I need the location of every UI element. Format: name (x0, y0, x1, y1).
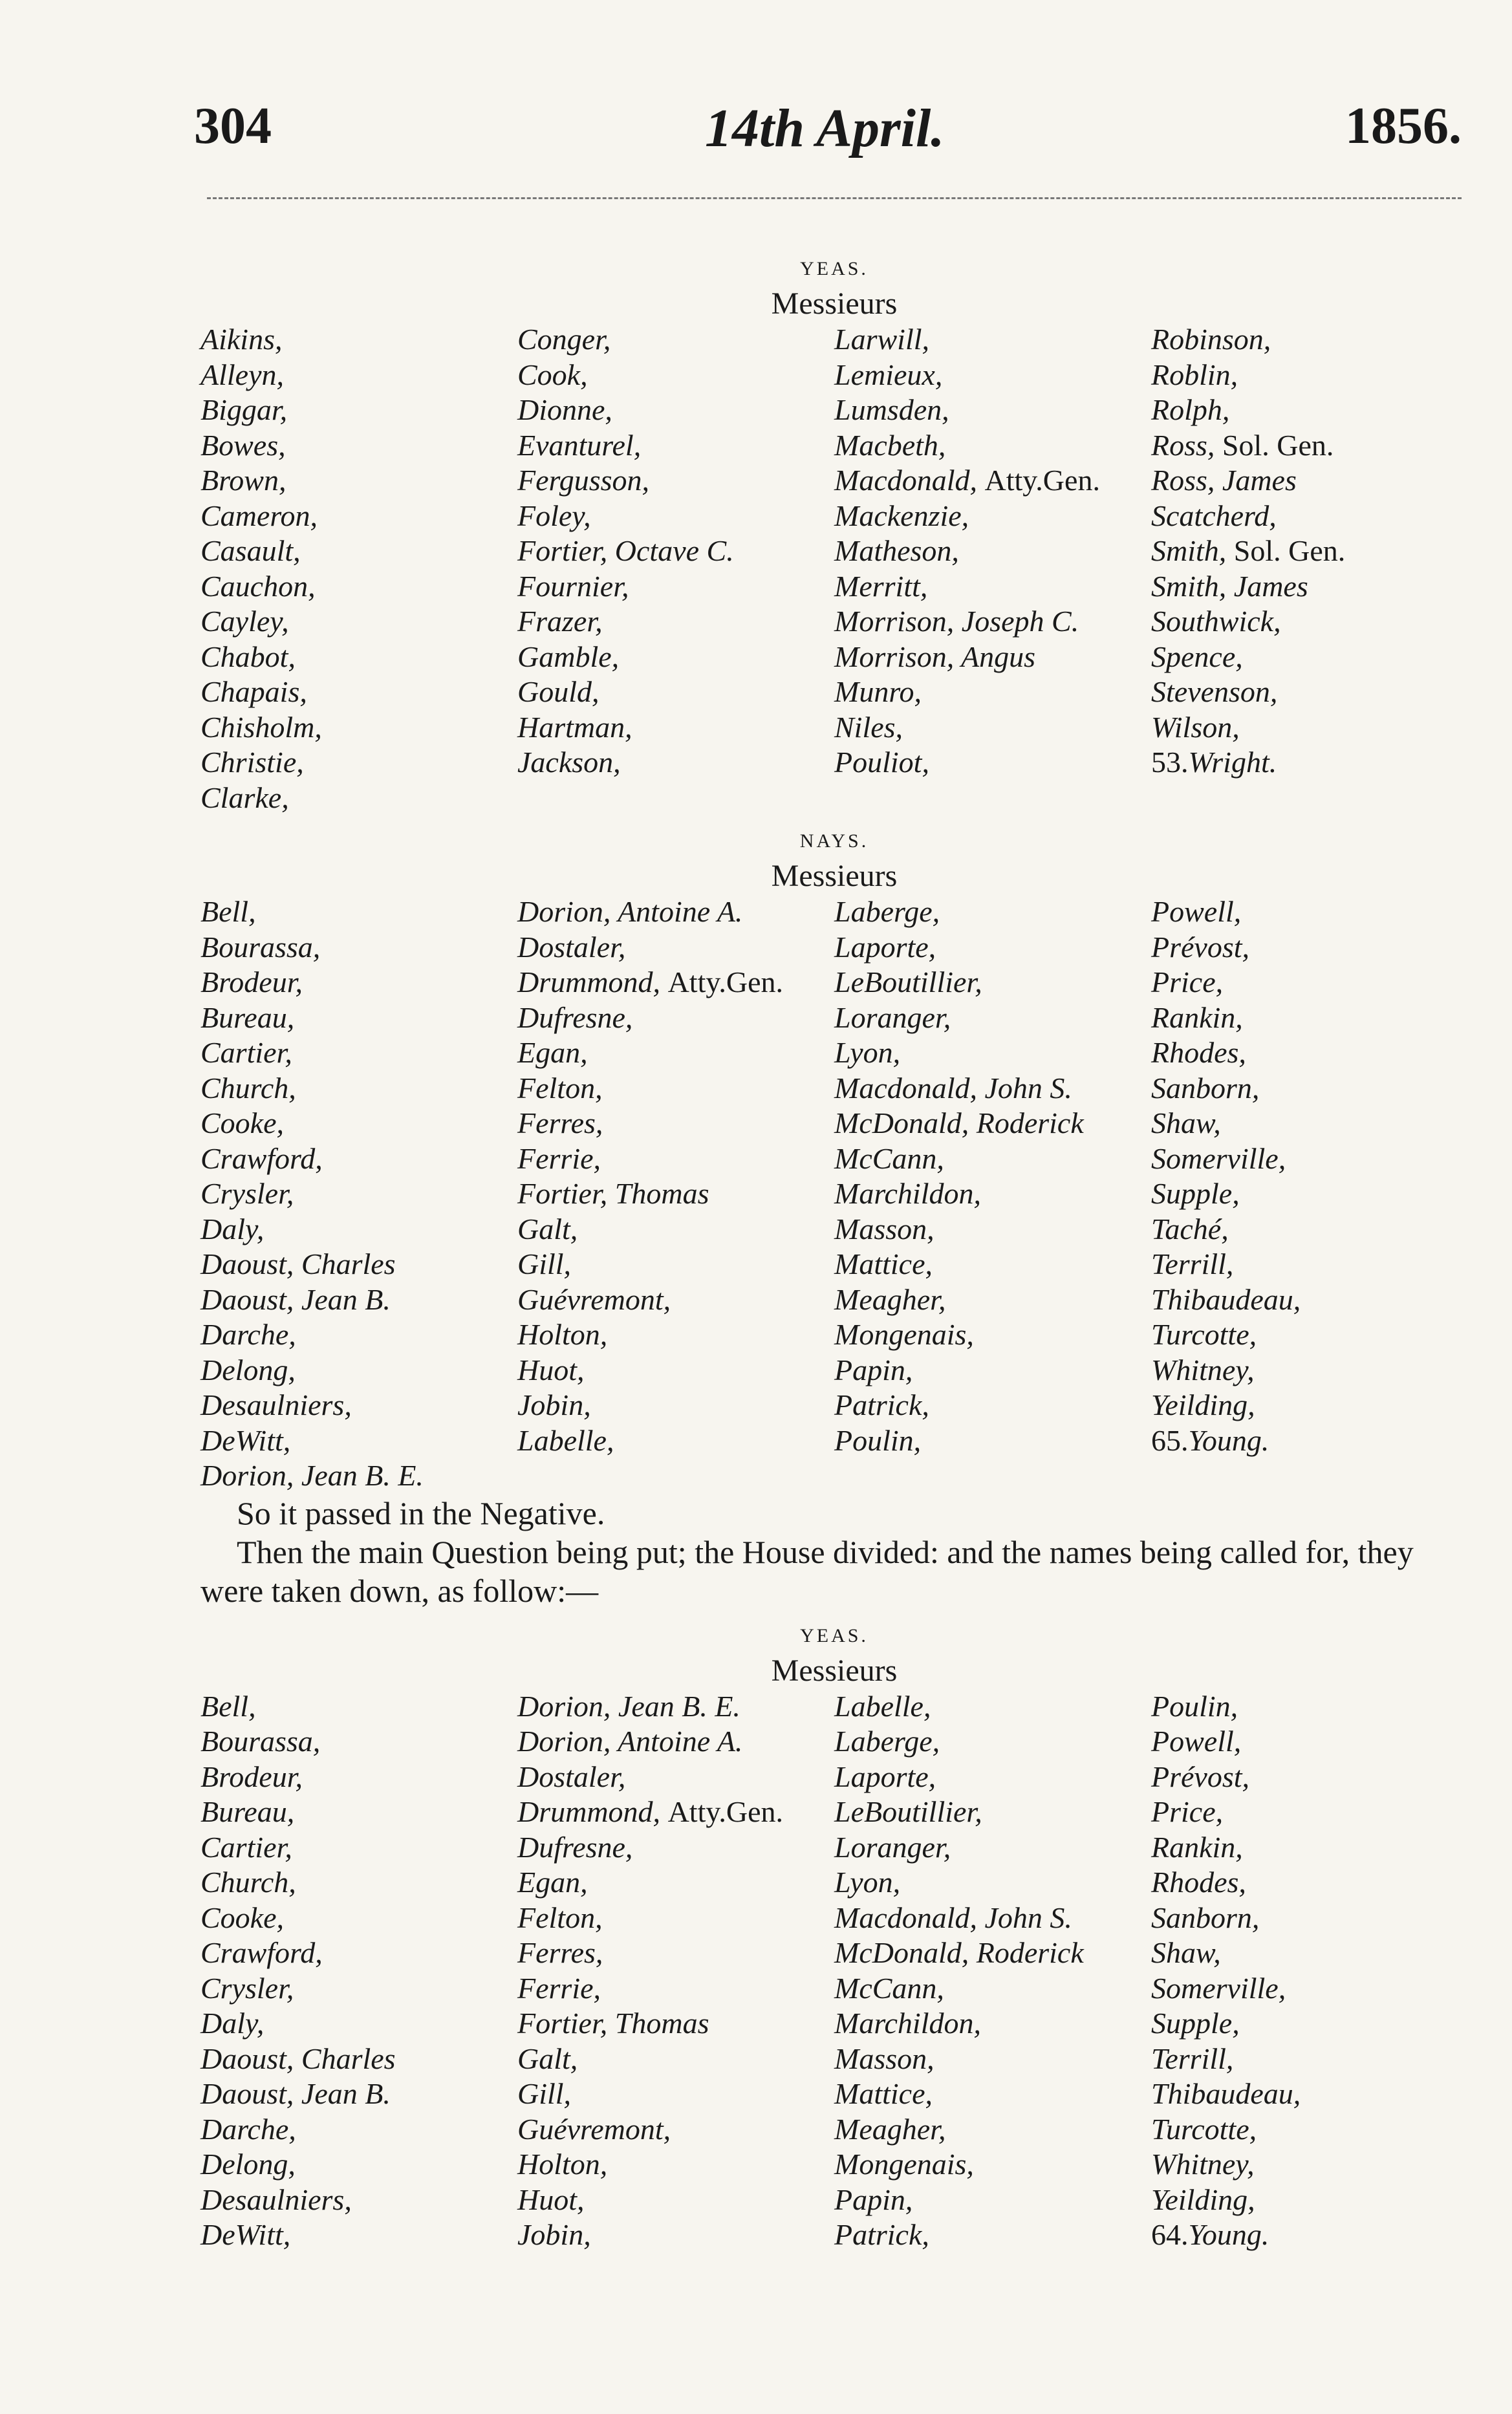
member-name: McDonald, Roderick (834, 1936, 1084, 1969)
member-name: Dufresne, (517, 1830, 633, 1864)
member-name: Brodeur, (200, 1760, 303, 1793)
member-name: Daoust, Charles (200, 1247, 396, 1280)
member-name: Mackenzie, (834, 499, 969, 532)
member-name: Darche, (200, 2112, 296, 2146)
member-name: Southwick, (1151, 605, 1281, 638)
member-name: Turcotte, (1151, 2112, 1257, 2146)
member-name: Ferrie, (517, 1141, 601, 1175)
member-name: Meagher, (834, 1282, 946, 1316)
member-name: Masson, (834, 1212, 934, 1245)
section-subheading: Messieurs (771, 286, 898, 321)
member-name: Somerville, (1151, 1971, 1286, 2005)
page-year: 1856. (1345, 98, 1462, 155)
member-name: Delong, (200, 1353, 296, 1386)
member-name: Huot, (517, 1353, 585, 1386)
member-name: Gould, (517, 675, 599, 708)
member-name: Lyon, (834, 1036, 901, 1069)
member-name: Niles, (834, 710, 903, 744)
member-name: Rolph, (1151, 393, 1230, 426)
member-name: Whitney, (1151, 1353, 1255, 1386)
member-name: Ferres, (517, 1106, 603, 1139)
member-name: Patrick, (834, 1388, 929, 1421)
member-name: Meagher, (834, 2112, 946, 2146)
member-name: Munro, (834, 675, 922, 708)
member-name: DeWitt, (200, 2218, 291, 2251)
member-name: Crawford, (200, 1141, 323, 1175)
member-name: Gill, (517, 2077, 572, 2110)
member-name: Dufresne, (517, 1000, 633, 1034)
member-name: Dostaler, (517, 930, 626, 964)
section-heading: YEAS. (800, 1624, 869, 1646)
member-name: Dorion, Antoine A. (517, 895, 743, 928)
member-name: Whitney, (1151, 2148, 1255, 2181)
member-name: Ferres, (517, 1936, 603, 1969)
member-name: Patrick, (834, 2218, 929, 2251)
member-name: Daly, (200, 2007, 265, 2040)
member-name: Wilson, (1151, 710, 1240, 744)
member-name: Felton, (517, 1901, 603, 1934)
member-name: Bowes, (200, 428, 286, 462)
member-name: Supple, (1151, 1177, 1240, 1210)
member-name: Darche, (200, 1318, 296, 1351)
member-name: Fortier, Thomas (517, 2007, 709, 2040)
member-name: Church, (200, 1866, 296, 1899)
member-name: Christie, (200, 746, 304, 779)
member-name: Poulin, (1151, 1689, 1238, 1723)
member-name: Cartier, (200, 1036, 292, 1069)
names-grid (200, 322, 1468, 815)
member-name: Desaulniers, (200, 2182, 352, 2216)
member-name: Marchildon, (834, 1177, 981, 1210)
member-name: Daoust, Jean B. (200, 2077, 391, 2110)
member-name: Morrison, Angus (834, 640, 1035, 673)
section-subheading: Messieurs (771, 1653, 898, 1688)
member-name: Cayley, (200, 605, 289, 638)
member-name: Rhodes, (1151, 1036, 1246, 1069)
member-name (517, 1458, 834, 1494)
member-name: Pouliot, (834, 746, 929, 779)
member-name: Stevenson, (1151, 675, 1278, 708)
member-name: Mongenais, (834, 1318, 974, 1351)
member-name: Chisholm, (200, 710, 322, 744)
member-name: 64.Young. (1151, 2218, 1269, 2251)
member-name: Prévost, (1151, 930, 1250, 964)
result-text: So it passed in the Negative. (237, 1494, 605, 1531)
page-date-title: 14th April. (705, 98, 945, 158)
member-name: Fergusson, (517, 464, 650, 497)
member-name: Guévremont, (517, 1282, 671, 1316)
member-name: Daoust, Charles (200, 2042, 396, 2075)
member-name: Merritt, (834, 569, 928, 603)
member-name: Terrill, (1151, 1247, 1234, 1280)
member-name: Smith, Sol. Gen. (1151, 534, 1346, 567)
member-name: Drummond, Atty.Gen. (517, 1795, 783, 1828)
member-name: Laberge, (834, 895, 940, 928)
member-name: Huot, (517, 2182, 585, 2216)
member-name: Alleyn, (200, 358, 284, 391)
member-name: Jobin, (517, 2218, 591, 2251)
member-name: Felton, (517, 1071, 603, 1105)
member-name: Spence, (1151, 640, 1243, 673)
member-name: Marchildon, (834, 2007, 981, 2040)
member-name: Yeilding, (1151, 1388, 1255, 1421)
member-name: DeWitt, (200, 1423, 291, 1457)
member-name (517, 781, 834, 816)
member-name: Bell, (200, 895, 256, 928)
member-name: Scatcherd, (1151, 499, 1277, 532)
member-name: McCann, (834, 1971, 944, 2005)
member-name: Papin, (834, 2182, 913, 2216)
member-name: Taché, (1151, 1212, 1229, 1245)
member-name: Rankin, (1151, 1830, 1243, 1864)
member-name: Loranger, (834, 1000, 951, 1034)
member-name: Cooke, (200, 1106, 285, 1139)
member-name: McDonald, Roderick (834, 1106, 1084, 1139)
member-name: Sanborn, (1151, 1901, 1260, 1934)
member-name: Macdonald, John S. (834, 1071, 1072, 1105)
member-name: Daoust, Jean B. (200, 1282, 391, 1316)
member-name (834, 1458, 1151, 1494)
member-name: Bell, (200, 1689, 256, 1723)
member-name: Labelle, (834, 1689, 931, 1723)
member-name: Biggar, (200, 393, 288, 426)
page-content (200, 252, 1468, 2253)
member-name: Jobin, (517, 1388, 591, 1421)
member-name: Egan, (517, 1036, 588, 1069)
member-name (1151, 1458, 1468, 1494)
member-name: Dionne, (517, 393, 612, 426)
member-name: Powell, (1151, 1725, 1242, 1758)
division2-yeas (200, 1619, 1468, 2253)
member-name: Thibaudeau, (1151, 2077, 1301, 2110)
member-name: Cameron, (200, 499, 318, 532)
member-name: Bourassa, (200, 930, 321, 964)
member-name: Shaw, (1151, 1106, 1221, 1139)
member-name: Frazer, (517, 605, 603, 638)
member-name: Papin, (834, 1353, 913, 1386)
division1-nays (200, 824, 1468, 1494)
member-name: Fortier, Thomas (517, 1177, 709, 1210)
member-name: Bourassa, (200, 1725, 321, 1758)
member-name: Matheson, (834, 534, 959, 567)
member-name: Shaw, (1151, 1936, 1221, 1969)
member-name: Cartier, (200, 1830, 292, 1864)
member-name: LeBoutillier, (834, 1795, 982, 1828)
member-name: Fournier, (517, 569, 629, 603)
member-name: Casault, (200, 534, 301, 567)
member-name: Clarke, (200, 781, 289, 814)
member-name: Delong, (200, 2148, 296, 2181)
member-name: Hartman, (517, 710, 632, 744)
member-name: Brodeur, (200, 965, 303, 998)
member-name: McCann, (834, 1141, 944, 1175)
member-name: Crysler, (200, 1971, 294, 2005)
member-name: Bureau, (200, 1795, 295, 1828)
member-name: Cooke, (200, 1901, 285, 1934)
member-name: Price, (1151, 1795, 1224, 1828)
member-name: Crysler, (200, 1177, 294, 1210)
member-name: Lemieux, (834, 358, 943, 391)
member-name: Roblin, (1151, 358, 1238, 391)
member-name (1151, 781, 1468, 816)
member-name: Lumsden, (834, 393, 949, 426)
member-name: Desaulniers, (200, 1388, 352, 1421)
member-name: Daly, (200, 1212, 265, 1245)
names-grid (200, 1689, 1468, 2253)
member-name: Loranger, (834, 1830, 951, 1864)
member-name: Poulin, (834, 1423, 922, 1457)
member-name: Rankin, (1151, 1000, 1243, 1034)
division1-yeas (200, 252, 1468, 815)
member-name: Price, (1151, 965, 1224, 998)
member-name: 53.Wright. (1151, 746, 1277, 779)
member-name: Crawford, (200, 1936, 323, 1969)
member-name: Bureau, (200, 1000, 295, 1034)
member-name: Church, (200, 1071, 296, 1105)
member-name: Fortier, Octave C. (517, 534, 734, 567)
member-name: Chapais, (200, 675, 307, 708)
member-name: Drummond, Atty.Gen. (517, 965, 783, 998)
member-name: Holton, (517, 1318, 608, 1351)
member-name: Dorion, Antoine A. (517, 1725, 743, 1758)
member-name: Laberge, (834, 1725, 940, 1758)
member-name: Prévost, (1151, 1760, 1250, 1793)
member-name: Galt, (517, 2042, 578, 2075)
member-name: Chabot, (200, 640, 296, 673)
member-name: Dostaler, (517, 1760, 626, 1793)
member-name: Lyon, (834, 1866, 901, 1899)
member-name: Conger, (517, 323, 611, 356)
member-name: Laporte, (834, 930, 936, 964)
member-name: Evanturel, (517, 428, 642, 462)
member-name: Aikins, (200, 323, 283, 356)
member-name: Masson, (834, 2042, 934, 2075)
member-name: Yeilding, (1151, 2182, 1255, 2216)
member-name: Galt, (517, 1212, 578, 1245)
member-name: Robinson, (1151, 323, 1271, 356)
member-name: Somerville, (1151, 1141, 1286, 1175)
member-name: Dorion, Jean B. E. (200, 1459, 424, 1492)
member-name (834, 781, 1151, 816)
member-name: Cauchon, (200, 569, 316, 603)
member-name: Ross, Sol. Gen. (1151, 428, 1334, 462)
section-heading: NAYS. (799, 830, 869, 852)
header-rule (207, 197, 1462, 199)
member-name: Mattice, (834, 2077, 933, 2110)
page-header (194, 97, 1462, 168)
main-question-text: Then the main Question being put; the House divided: and the names being called for, they were taken down, as follow:— (200, 1533, 1414, 1609)
member-name: Laporte, (834, 1760, 936, 1793)
member-name: Turcotte, (1151, 1318, 1257, 1351)
member-name: Labelle, (517, 1423, 614, 1457)
member-name: Smith, James (1151, 569, 1308, 603)
member-name: Thibaudeau, (1151, 1282, 1301, 1316)
page-number: 304 (194, 98, 272, 155)
member-name: Powell, (1151, 895, 1242, 928)
member-name: Egan, (517, 1866, 588, 1899)
section-heading: YEAS. (800, 258, 869, 279)
member-name: Macbeth, (834, 428, 946, 462)
member-name: Mattice, (834, 1247, 933, 1280)
member-name: Jackson, (517, 746, 621, 779)
member-name: Supple, (1151, 2007, 1240, 2040)
member-name: Cook, (517, 358, 588, 391)
member-name: 65.Young. (1151, 1423, 1269, 1457)
member-name: Gill, (517, 1247, 572, 1280)
names-grid (200, 894, 1468, 1494)
member-name: Sanborn, (1151, 1071, 1260, 1105)
member-name: Macdonald, Atty.Gen. (834, 464, 1100, 497)
member-name: Ross, James (1151, 464, 1297, 497)
member-name: Foley, (517, 499, 591, 532)
member-name: Larwill, (834, 323, 930, 356)
member-name: Mongenais, (834, 2148, 974, 2181)
section-subheading: Messieurs (771, 859, 898, 893)
member-name: Terrill, (1151, 2042, 1234, 2075)
member-name: Rhodes, (1151, 1866, 1246, 1899)
member-name: Guévremont, (517, 2112, 671, 2146)
member-name: Holton, (517, 2148, 608, 2181)
member-name: Brown, (200, 464, 286, 497)
member-name: Dorion, Jean B. E. (517, 1689, 740, 1723)
member-name: LeBoutillier, (834, 965, 982, 998)
member-name: Macdonald, John S. (834, 1901, 1072, 1934)
member-name: Ferrie, (517, 1971, 601, 2005)
member-name: Gamble, (517, 640, 620, 673)
member-name: Morrison, Joseph C. (834, 605, 1079, 638)
